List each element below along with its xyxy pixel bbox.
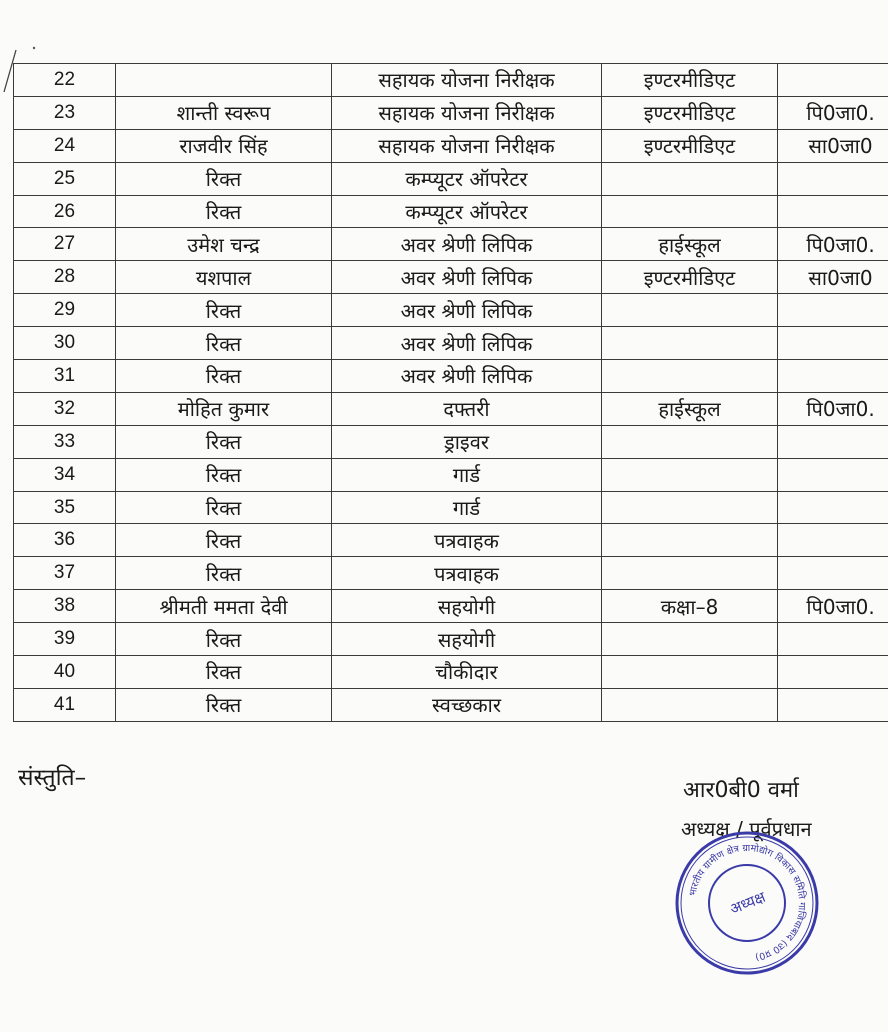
qualification-cell (602, 688, 778, 721)
post-name-cell: स्वच्छकार (332, 688, 602, 721)
category-cell (778, 557, 888, 590)
table-row (14, 392, 888, 425)
category-cell: पि0जा0. (778, 590, 888, 623)
serial-number-cell: 26 (14, 195, 116, 228)
post-name-cell: ड्राइवर (332, 425, 602, 458)
employee-name-cell: राजवीर सिंह (116, 129, 332, 162)
table-row (14, 557, 888, 590)
table-row (14, 688, 888, 721)
category-cell (778, 294, 888, 327)
table-row (14, 96, 888, 129)
post-name-cell: सहयोगी (332, 623, 602, 656)
category-cell: पि0जा0. (778, 228, 888, 261)
serial-number-cell: 36 (14, 524, 116, 557)
serial-number-cell: 24 (14, 129, 116, 162)
table-row (14, 458, 888, 491)
svg-text:भारतीय ग्रामीण क्षेत्र ग्रामोद: भारतीय ग्रामीण क्षेत्र ग्रामोद्योग विकास समिति गाजियाबाद (उ0 प्र0) (687, 842, 808, 963)
qualification-cell: हाईस्कूल (602, 392, 778, 425)
post-name-cell: सहायक योजना निरीक्षक (332, 64, 602, 97)
qualification-cell (602, 162, 778, 195)
employee-name-cell: श्रीमती ममता देवी (116, 590, 332, 623)
qualification-cell (602, 458, 778, 491)
qualification-cell (602, 360, 778, 393)
serial-number-cell: 39 (14, 623, 116, 656)
post-name-cell: पत्रवाहक (332, 557, 602, 590)
employee-name-cell: रिक्त (116, 195, 332, 228)
qualification-cell: हाईस्कूल (602, 228, 778, 261)
employee-name-cell: रिक्त (116, 294, 332, 327)
svg-text:अध्यक्ष: अध्यक्ष (727, 887, 768, 919)
category-cell (778, 195, 888, 228)
employee-name-cell: रिक्त (116, 360, 332, 393)
qualification-cell (602, 327, 778, 360)
qualification-cell (602, 524, 778, 557)
employee-name-cell: रिक्त (116, 458, 332, 491)
post-name-cell: गार्ड (332, 491, 602, 524)
serial-number-cell: 22 (14, 64, 116, 97)
post-name-cell: पत्रवाहक (332, 524, 602, 557)
post-name-cell: कम्प्यूटर ऑपरेटर (332, 195, 602, 228)
serial-number-cell: 30 (14, 327, 116, 360)
category-cell (778, 458, 888, 491)
employee-name-cell (116, 64, 332, 97)
signatory-name: आर0बी0 वर्मा (683, 778, 799, 803)
serial-number-cell: 25 (14, 162, 116, 195)
qualification-cell (602, 656, 778, 689)
qualification-cell (602, 623, 778, 656)
employee-name-cell: रिक्त (116, 557, 332, 590)
category-cell (778, 623, 888, 656)
table-row (14, 64, 888, 97)
recommendation-label: संस्तुति– (18, 765, 87, 791)
serial-number-cell: 35 (14, 491, 116, 524)
category-cell: सा0जा0 (778, 261, 888, 294)
serial-number-cell: 40 (14, 656, 116, 689)
table-row (14, 491, 888, 524)
category-cell (778, 656, 888, 689)
table-row (14, 360, 888, 393)
qualification-cell (602, 294, 778, 327)
employee-name-cell: रिक्त (116, 524, 332, 557)
serial-number-cell: 38 (14, 590, 116, 623)
serial-number-cell: 33 (14, 425, 116, 458)
serial-number-cell: 27 (14, 228, 116, 261)
qualification-cell (602, 557, 778, 590)
employee-name-cell: उमेश चन्द्र (116, 228, 332, 261)
post-name-cell: दफ्तरी (332, 392, 602, 425)
serial-number-cell: 31 (14, 360, 116, 393)
category-cell: सा0जा0 (778, 129, 888, 162)
post-name-cell: अवर श्रेणी लिपिक (332, 327, 602, 360)
qualification-cell (602, 195, 778, 228)
category-cell (778, 327, 888, 360)
staff-roster-body (14, 64, 888, 722)
category-cell (778, 360, 888, 393)
category-cell (778, 425, 888, 458)
serial-number-cell: 32 (14, 392, 116, 425)
category-cell (778, 688, 888, 721)
employee-name-cell: रिक्त (116, 327, 332, 360)
serial-number-cell: 41 (14, 688, 116, 721)
table-row (14, 656, 888, 689)
table-row (14, 261, 888, 294)
serial-number-cell: 34 (14, 458, 116, 491)
signatory-designation: अध्यक्ष / पूर्वप्रधान (681, 817, 812, 841)
employee-name-cell: रिक्त (116, 425, 332, 458)
table-row (14, 195, 888, 228)
qualification-cell: इण्टरमीडिएट (602, 261, 778, 294)
serial-number-cell: 29 (14, 294, 116, 327)
qualification-cell: इण्टरमीडिएट (602, 129, 778, 162)
post-name-cell: सहायक योजना निरीक्षक (332, 129, 602, 162)
post-name-cell: अवर श्रेणी लिपिक (332, 294, 602, 327)
category-cell (778, 491, 888, 524)
serial-number-cell: 37 (14, 557, 116, 590)
qualification-cell: इण्टरमीडिएट (602, 64, 778, 97)
table-row (14, 228, 888, 261)
table-row (14, 294, 888, 327)
table-row (14, 327, 888, 360)
category-cell (778, 162, 888, 195)
category-cell (778, 524, 888, 557)
post-name-cell: चौकीदार (332, 656, 602, 689)
table-row (14, 590, 888, 623)
category-cell (778, 64, 888, 97)
qualification-cell (602, 425, 778, 458)
post-name-cell: अवर श्रेणी लिपिक (332, 360, 602, 393)
employee-name-cell: यशपाल (116, 261, 332, 294)
table-row (14, 129, 888, 162)
table-row (14, 162, 888, 195)
category-cell: पि0जा0. (778, 96, 888, 129)
qualification-cell (602, 491, 778, 524)
employee-name-cell: रिक्त (116, 623, 332, 656)
table-row (14, 623, 888, 656)
employee-name-cell: रिक्त (116, 656, 332, 689)
post-name-cell: अवर श्रेणी लिपिक (332, 261, 602, 294)
post-name-cell: सहयोगी (332, 590, 602, 623)
table-row (14, 425, 888, 458)
serial-number-cell: 23 (14, 96, 116, 129)
table-row (14, 524, 888, 557)
employee-name-cell: रिक्त (116, 491, 332, 524)
post-name-cell: सहायक योजना निरीक्षक (332, 96, 602, 129)
staff-roster-table (13, 63, 888, 722)
employee-name-cell: रिक्त (116, 688, 332, 721)
qualification-cell: कक्षा–8 (602, 590, 778, 623)
organization-seal-stamp (672, 828, 822, 978)
employee-name-cell: रिक्त (116, 162, 332, 195)
serial-number-cell: 28 (14, 261, 116, 294)
employee-name-cell: मोहित कुमार (116, 392, 332, 425)
category-cell: पि0जा0. (778, 392, 888, 425)
post-name-cell: गार्ड (332, 458, 602, 491)
qualification-cell: इण्टरमीडिएट (602, 96, 778, 129)
post-name-cell: कम्प्यूटर ऑपरेटर (332, 162, 602, 195)
post-name-cell: अवर श्रेणी लिपिक (332, 228, 602, 261)
employee-name-cell: शान्ती स्वरूप (116, 96, 332, 129)
